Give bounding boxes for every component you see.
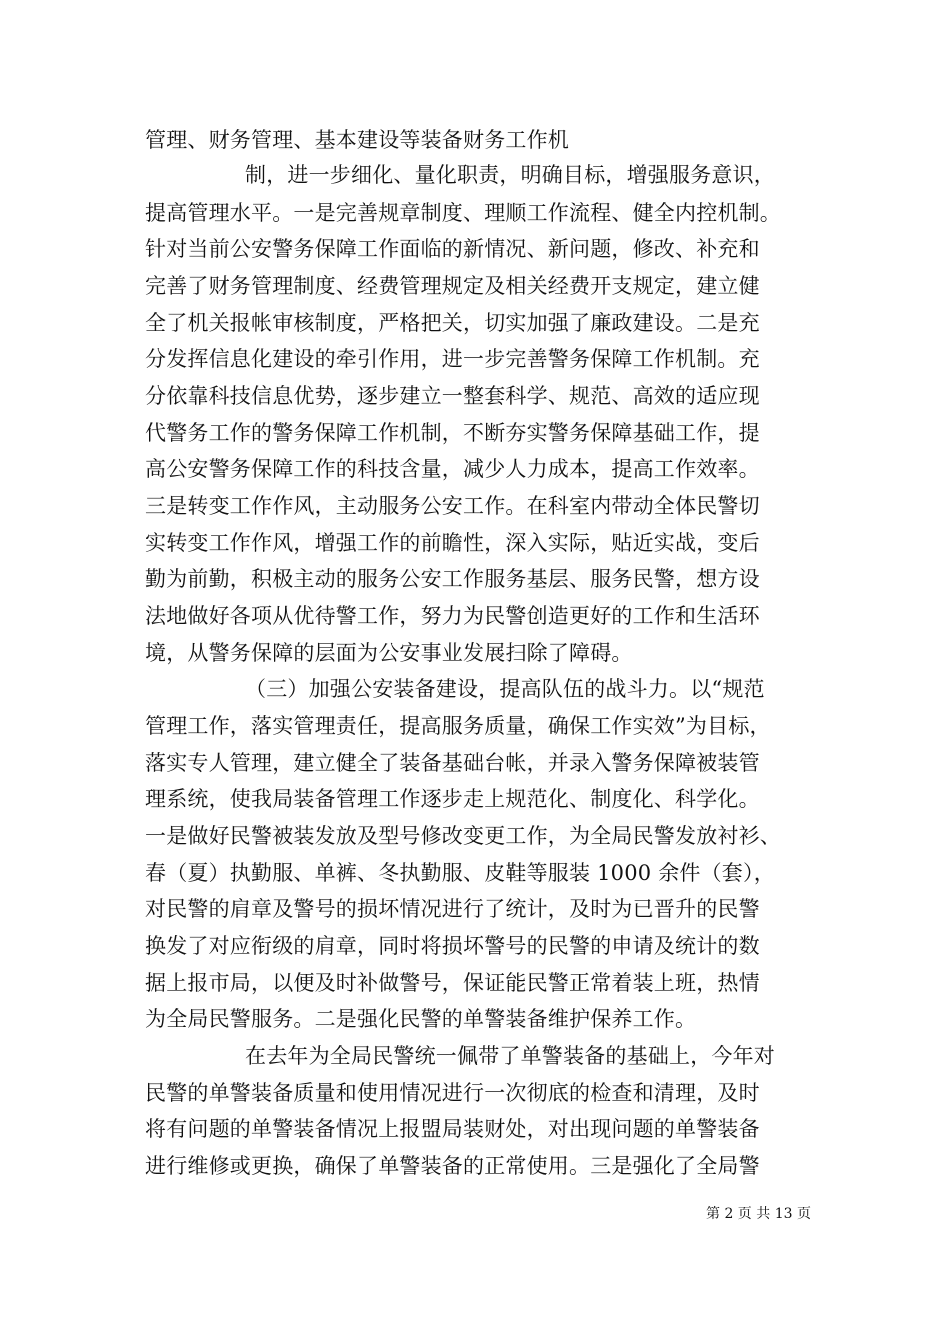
text-line: 一是做好民警被装发放及型号修改变更工作，为全局民警发放衬衫、	[145, 824, 781, 848]
text-line: 落实专人管理，建立健全了装备基础台帐，并录入警务保障被装管	[145, 751, 760, 775]
text-line: 三是转变工作作风，主动服务公安工作。在科室内带动全体民警切	[145, 494, 760, 518]
text-line: 针对当前公安警务保障工作面临的新情况、新问题，修改、补充和	[145, 237, 760, 261]
text-line: 民警的单警装备质量和使用情况进行一次彻底的检查和清理，及时	[145, 1081, 760, 1105]
text-line: 境，从警务保障的层面为公安事业发展扫除了障碍。	[145, 641, 633, 665]
text-line: 完善了财务管理制度、经费管理规定及相关经费开支规定，建立健	[145, 274, 760, 298]
text-line: 进行维修或更换，确保了单警装备的正常使用。三是强化了全局警	[145, 1154, 760, 1178]
text-line: 换发了对应衔级的肩章，同时将损坏警号的民警的申请及统计的数	[145, 934, 760, 958]
text-line: 对民警的肩章及警号的损坏情况进行了统计，及时为已晋升的民警	[145, 897, 760, 921]
text-line: 管理工作，落实管理责任，提高服务质量，确保工作实效”为目标，	[145, 714, 771, 738]
page-number-footer: 第 2 页 共 13 页	[706, 1206, 811, 1222]
text-line: 分依靠科技信息优势，逐步建立一整套科学、规范、高效的适应现	[145, 384, 760, 408]
text-line: 勤为前勤，积极主动的服务公安工作服务基层、服务民警，想方设	[145, 567, 760, 591]
paragraph-line-indented: （三）加强公安装备建设，提高队伍的战斗力。以“规范	[245, 677, 765, 701]
text-line: 实转变工作作风，增强工作的前瞻性，深入实际，贴近实战，变后	[145, 531, 760, 555]
text-line: 为全局民警服务。二是强化民警的单警装备维护保养工作。	[145, 1007, 697, 1031]
text-line: 将有问题的单警装备情况上报盟局装财处，对出现问题的单警装备	[145, 1117, 760, 1141]
text-line: 春（夏）执勤服、单裤、冬执勤服、皮鞋等服装 1000 余件（套），	[145, 861, 775, 885]
text-line: 分发挥信息化建设的牵引作用，进一步完善警务保障工作机制。充	[145, 347, 760, 371]
text-line: 提高管理水平。一是完善规章制度、理顺工作流程、健全内控机制。	[145, 201, 781, 225]
text-line: 高公安警务保障工作的科技含量，减少人力成本，提高工作效率。	[145, 457, 760, 481]
text-line: 理系统，使我局装备管理工作逐步走上规范化、制度化、科学化。	[145, 787, 760, 811]
text-line: 代警务工作的警务保障工作机制，不断夯实警务保障基础工作，提	[145, 421, 760, 445]
text-line: 全了机关报帐审核制度，严格把关，切实加强了廉政建设。二是充	[145, 311, 760, 335]
text-line: 据上报市局，以便及时补做警号，保证能民警正常着装上班，热情	[145, 971, 760, 995]
text-line: 法地做好各项从优待警工作，努力为民警创造更好的工作和生活环	[145, 604, 760, 628]
text-line: 管理、财务管理、基本建设等装备财务工作机	[145, 128, 569, 152]
paragraph-line-indented: 在去年为全局民警统一佩带了单警装备的基础上，今年对	[245, 1044, 775, 1068]
paragraph-line-indented: 制，进一步细化、量化职责，明确目标，增强服务意识，	[245, 163, 775, 187]
